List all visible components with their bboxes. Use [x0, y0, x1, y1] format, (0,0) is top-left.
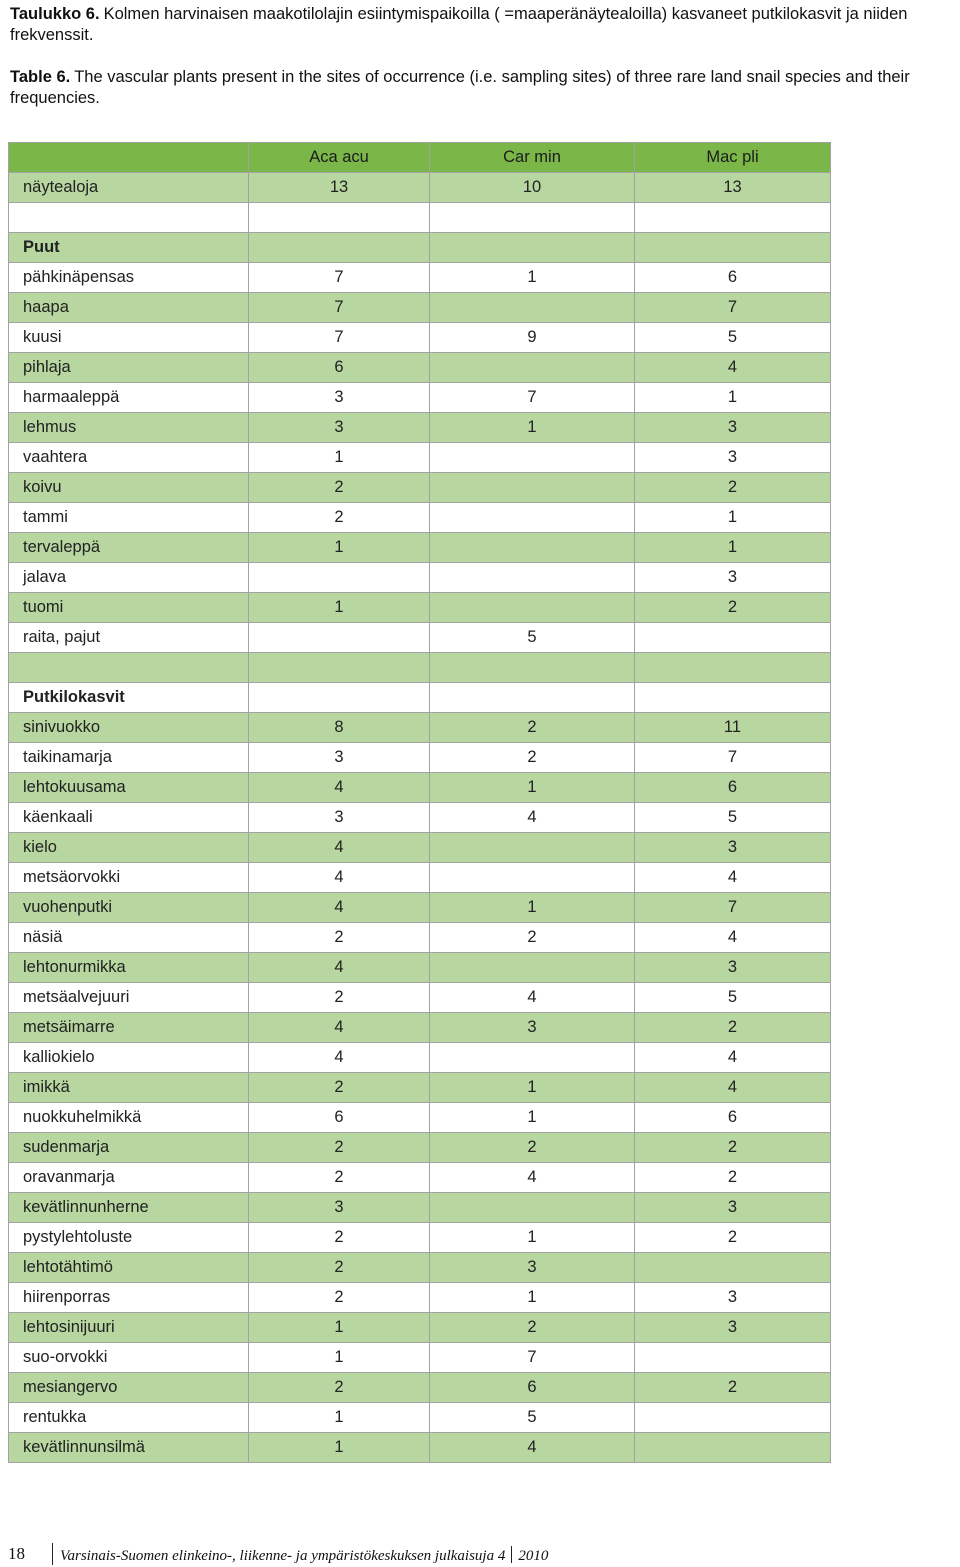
caption-english [10, 67, 955, 109]
cell-aca-acu: 1 [249, 593, 430, 623]
cell-car-min: 1 [430, 263, 635, 293]
cell-car-min [430, 533, 635, 563]
table-row [9, 983, 831, 1013]
cell-name: raita, pajut [9, 623, 249, 653]
table-row [9, 743, 831, 773]
footer-separator [511, 1546, 512, 1563]
cell-aca-acu: 1 [249, 1343, 430, 1373]
cell-mac-pli: 3 [635, 1283, 831, 1313]
cell-car-min [430, 953, 635, 983]
table-caption [10, 4, 955, 109]
cell-car-min: 5 [430, 1403, 635, 1433]
cell-mac-pli: 2 [635, 1133, 831, 1163]
cell-name: vuohenputki [9, 893, 249, 923]
cell-name: Puut [9, 233, 249, 263]
cell-mac-pli: 2 [635, 1013, 831, 1043]
spacer-row [9, 203, 831, 233]
cell-mac-pli: 4 [635, 863, 831, 893]
page-footer [0, 1543, 960, 1567]
cell-name: nuokkuhelmikkä [9, 1103, 249, 1133]
cell-car-min: 10 [430, 173, 635, 203]
table-row [9, 1043, 831, 1073]
table-row [9, 1283, 831, 1313]
cell-mac-pli: 5 [635, 803, 831, 833]
cell-aca-acu: 13 [249, 173, 430, 203]
cell-aca-acu: 2 [249, 1073, 430, 1103]
cell-mac-pli: 4 [635, 1043, 831, 1073]
cell-aca-acu: 8 [249, 713, 430, 743]
cell-name: lehtokuusama [9, 773, 249, 803]
header-cell [9, 143, 249, 173]
table-body [9, 143, 831, 1463]
footer-divider [52, 1543, 53, 1565]
cell-name: lehtonurmikka [9, 953, 249, 983]
cell-aca-acu [249, 233, 430, 263]
cell-mac-pli: 6 [635, 773, 831, 803]
cell-aca-acu: 2 [249, 1253, 430, 1283]
cell-car-min: 2 [430, 923, 635, 953]
cell-aca-acu: 1 [249, 1433, 430, 1463]
cell-name: lehmus [9, 413, 249, 443]
table-row [9, 1343, 831, 1373]
cell-mac-pli [635, 623, 831, 653]
cell-aca-acu: 3 [249, 803, 430, 833]
caption-en-text: The vascular plants present in the sites of occurrence (i.e. sampling sites) of three rare land snail species and their frequencies. [10, 68, 910, 107]
cell-name: lehtosinijuuri [9, 1313, 249, 1343]
cell-mac-pli: 11 [635, 713, 831, 743]
table-row [9, 563, 831, 593]
cell-name: lehtotähtimö [9, 1253, 249, 1283]
cell-mac-pli: 7 [635, 743, 831, 773]
table-row [9, 443, 831, 473]
cell-name: tammi [9, 503, 249, 533]
table-row [9, 1253, 831, 1283]
cell-car-min [430, 203, 635, 233]
cell-name: näsiä [9, 923, 249, 953]
cell-car-min: 4 [430, 803, 635, 833]
cell-mac-pli: 4 [635, 1073, 831, 1103]
cell-aca-acu [249, 683, 430, 713]
cell-aca-acu: 4 [249, 863, 430, 893]
cell-name: suo-orvokki [9, 1343, 249, 1373]
cell-aca-acu: 2 [249, 503, 430, 533]
cell-name: kevätlinnunherne [9, 1193, 249, 1223]
section-header-row [9, 683, 831, 713]
table-row [9, 1403, 831, 1433]
table-row [9, 623, 831, 653]
cell-name: sinivuokko [9, 713, 249, 743]
cell-mac-pli [635, 1253, 831, 1283]
cell-car-min: 6 [430, 1373, 635, 1403]
cell-mac-pli: 3 [635, 833, 831, 863]
cell-aca-acu: 4 [249, 1043, 430, 1073]
cell-name: haapa [9, 293, 249, 323]
cell-car-min: 1 [430, 1223, 635, 1253]
table-row [9, 1013, 831, 1043]
cell-aca-acu: 1 [249, 1313, 430, 1343]
cell-name: taikinamarja [9, 743, 249, 773]
cell-mac-pli: 2 [635, 1163, 831, 1193]
cell-name: kielo [9, 833, 249, 863]
cell-car-min [430, 833, 635, 863]
table-row [9, 323, 831, 353]
publication-title: Varsinais-Suomen elinkeino-, liikenne- ja ympäristökeskuksen julkaisuja 4 [60, 1548, 506, 1564]
cell-aca-acu: 4 [249, 893, 430, 923]
cell-mac-pli [635, 203, 831, 233]
cell-name: harmaaleppä [9, 383, 249, 413]
cell-name: Putkilokasvit [9, 683, 249, 713]
cell-aca-acu: 2 [249, 1133, 430, 1163]
cell-car-min [430, 593, 635, 623]
table-row [9, 1103, 831, 1133]
cell-car-min: 2 [430, 1313, 635, 1343]
cell-name: koivu [9, 473, 249, 503]
cell-car-min: 4 [430, 983, 635, 1013]
cell-car-min [430, 1193, 635, 1223]
cell-aca-acu [249, 563, 430, 593]
caption-fi-text: Kolmen harvinaisen maakotilolajin esiintymispaikoilla ( =maaperänäytealoilla) kasvaneet putkilokasvit ja niiden frekvenssit. [10, 5, 908, 44]
cell-aca-acu: 3 [249, 383, 430, 413]
cell-car-min: 3 [430, 1013, 635, 1043]
cell-mac-pli: 1 [635, 383, 831, 413]
cell-aca-acu: 4 [249, 953, 430, 983]
table-row [9, 473, 831, 503]
footer-publication [60, 1546, 548, 1565]
header-cell-mac-pli: Mac pli [635, 143, 831, 173]
cell-aca-acu: 6 [249, 1103, 430, 1133]
cell-car-min: 2 [430, 1133, 635, 1163]
table-row [9, 1133, 831, 1163]
plant-frequency-table [8, 142, 831, 1463]
cell-name: kalliokielo [9, 1043, 249, 1073]
cell-car-min [430, 683, 635, 713]
cell-car-min: 4 [430, 1163, 635, 1193]
table-header-row [9, 143, 831, 173]
cell-aca-acu: 4 [249, 1013, 430, 1043]
cell-car-min [430, 473, 635, 503]
cell-car-min [430, 563, 635, 593]
table-row [9, 353, 831, 383]
cell-name: metsäalvejuuri [9, 983, 249, 1013]
table-row [9, 1433, 831, 1463]
table-row [9, 863, 831, 893]
cell-aca-acu [249, 623, 430, 653]
cell-name: kuusi [9, 323, 249, 353]
cell-car-min [430, 443, 635, 473]
table-row [9, 1223, 831, 1253]
table-row [9, 413, 831, 443]
cell-mac-pli: 6 [635, 1103, 831, 1133]
cell-mac-pli: 3 [635, 1313, 831, 1343]
cell-name: tuomi [9, 593, 249, 623]
cell-name: oravanmarja [9, 1163, 249, 1193]
cell-car-min [430, 1043, 635, 1073]
cell-aca-acu [249, 653, 430, 683]
header-cell-aca-acu: Aca acu [249, 143, 430, 173]
cell-car-min: 3 [430, 1253, 635, 1283]
cell-car-min: 4 [430, 1433, 635, 1463]
cell-car-min: 9 [430, 323, 635, 353]
table-row [9, 833, 831, 863]
cell-name: sudenmarja [9, 1133, 249, 1163]
cell-name: metsäimarre [9, 1013, 249, 1043]
cell-name: imikkä [9, 1073, 249, 1103]
cell-car-min: 1 [430, 1283, 635, 1313]
cell-name: käenkaali [9, 803, 249, 833]
cell-name: kevätlinnunsilmä [9, 1433, 249, 1463]
cell-name: mesiangervo [9, 1373, 249, 1403]
cell-mac-pli [635, 683, 831, 713]
cell-mac-pli: 5 [635, 983, 831, 1013]
cell-name [9, 203, 249, 233]
cell-aca-acu: 2 [249, 923, 430, 953]
cell-mac-pli: 2 [635, 1223, 831, 1253]
cell-mac-pli [635, 1343, 831, 1373]
cell-car-min [430, 503, 635, 533]
cell-car-min: 1 [430, 893, 635, 923]
cell-name: pähkinäpensas [9, 263, 249, 293]
table-row [9, 383, 831, 413]
table-row [9, 533, 831, 563]
table-row [9, 953, 831, 983]
cell-name: pihlaja [9, 353, 249, 383]
cell-mac-pli [635, 233, 831, 263]
cell-car-min: 1 [430, 1073, 635, 1103]
cell-mac-pli: 1 [635, 533, 831, 563]
cell-name: vaahtera [9, 443, 249, 473]
table-row [9, 293, 831, 323]
cell-mac-pli [635, 1403, 831, 1433]
cell-name: tervaleppä [9, 533, 249, 563]
table-row [9, 1193, 831, 1223]
cell-mac-pli: 4 [635, 923, 831, 953]
cell-mac-pli: 1 [635, 503, 831, 533]
cell-car-min: 1 [430, 1103, 635, 1133]
cell-name: jalava [9, 563, 249, 593]
cell-mac-pli: 3 [635, 953, 831, 983]
cell-mac-pli: 6 [635, 263, 831, 293]
cell-aca-acu: 2 [249, 983, 430, 1013]
cell-car-min: 7 [430, 383, 635, 413]
caption-finnish [10, 4, 955, 46]
header-cell-car-min: Car min [430, 143, 635, 173]
cell-name: rentukka [9, 1403, 249, 1433]
cell-mac-pli: 7 [635, 293, 831, 323]
cell-car-min: 1 [430, 413, 635, 443]
table-row [9, 923, 831, 953]
cell-car-min [430, 293, 635, 323]
cell-mac-pli: 2 [635, 1373, 831, 1403]
table-row [9, 263, 831, 293]
cell-mac-pli [635, 1433, 831, 1463]
table-row [9, 593, 831, 623]
cell-aca-acu: 4 [249, 773, 430, 803]
table-row [9, 803, 831, 833]
cell-mac-pli: 7 [635, 893, 831, 923]
cell-car-min: 5 [430, 623, 635, 653]
table-row [9, 1373, 831, 1403]
table-row [9, 1073, 831, 1103]
caption-en-label: Table 6. [10, 68, 71, 86]
cell-aca-acu: 2 [249, 473, 430, 503]
cell-car-min: 2 [430, 713, 635, 743]
cell-aca-acu: 1 [249, 443, 430, 473]
cell-mac-pli: 2 [635, 473, 831, 503]
cell-car-min [430, 353, 635, 383]
cell-aca-acu [249, 203, 430, 233]
cell-car-min: 1 [430, 773, 635, 803]
cell-mac-pli: 3 [635, 563, 831, 593]
cell-mac-pli: 3 [635, 413, 831, 443]
cell-aca-acu: 7 [249, 293, 430, 323]
cell-aca-acu: 1 [249, 533, 430, 563]
cell-aca-acu: 3 [249, 743, 430, 773]
cell-car-min [430, 233, 635, 263]
cell-aca-acu: 2 [249, 1223, 430, 1253]
cell-mac-pli: 3 [635, 1193, 831, 1223]
section-header-row [9, 233, 831, 263]
table-row [9, 893, 831, 923]
cell-car-min: 7 [430, 1343, 635, 1373]
cell-aca-acu: 2 [249, 1373, 430, 1403]
spacer-row [9, 653, 831, 683]
cell-mac-pli: 4 [635, 353, 831, 383]
cell-car-min [430, 653, 635, 683]
cell-mac-pli: 2 [635, 593, 831, 623]
page-number: 18 [8, 1544, 25, 1563]
cell-aca-acu: 4 [249, 833, 430, 863]
cell-name [9, 653, 249, 683]
cell-name: metsäorvokki [9, 863, 249, 893]
cell-aca-acu: 2 [249, 1283, 430, 1313]
cell-name: hiirenporras [9, 1283, 249, 1313]
cell-aca-acu: 7 [249, 323, 430, 353]
table-row [9, 773, 831, 803]
cell-aca-acu: 6 [249, 353, 430, 383]
table-row [9, 173, 831, 203]
cell-aca-acu: 1 [249, 1403, 430, 1433]
table-row [9, 713, 831, 743]
cell-aca-acu: 3 [249, 1193, 430, 1223]
cell-mac-pli: 3 [635, 443, 831, 473]
cell-name: näytealoja [9, 173, 249, 203]
cell-mac-pli: 5 [635, 323, 831, 353]
cell-mac-pli [635, 653, 831, 683]
table-row [9, 503, 831, 533]
cell-aca-acu: 7 [249, 263, 430, 293]
cell-car-min: 2 [430, 743, 635, 773]
cell-car-min [430, 863, 635, 893]
caption-fi-label: Taulukko 6. [10, 5, 100, 23]
cell-aca-acu: 2 [249, 1163, 430, 1193]
table-row [9, 1163, 831, 1193]
table-row [9, 1313, 831, 1343]
publication-year: 2010 [518, 1548, 549, 1564]
cell-mac-pli: 13 [635, 173, 831, 203]
cell-name: pystylehtoluste [9, 1223, 249, 1253]
cell-aca-acu: 3 [249, 413, 430, 443]
